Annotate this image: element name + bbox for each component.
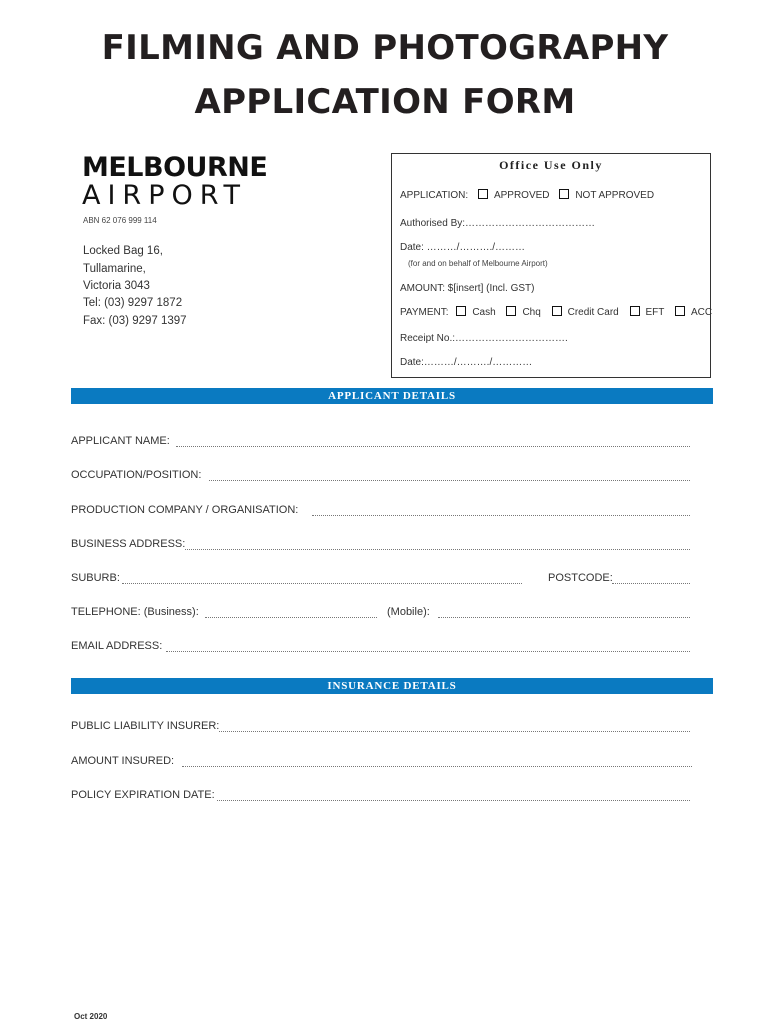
email-label: EMAIL ADDRESS: [71, 640, 163, 652]
form-title-line2: APPLICATION FORM [194, 82, 576, 122]
applicant-details-header: APPLICANT DETAILS [71, 388, 713, 404]
public-liability-label: PUBLIC LIABILITY INSURER: [71, 720, 220, 732]
production-company-label: PRODUCTION COMPANY / ORGANISATION: [71, 504, 299, 516]
applicant-name-field[interactable] [176, 446, 690, 447]
amount-insured-field[interactable] [182, 766, 692, 767]
cash-checkbox[interactable] [456, 306, 466, 316]
address-fax: Fax: (03) 9297 1397 [83, 315, 187, 327]
suburb-field[interactable] [122, 583, 522, 584]
application-row [400, 189, 654, 201]
approved-checkbox[interactable] [478, 189, 488, 199]
office-use-title: Office Use Only [499, 158, 603, 172]
occupation-field[interactable] [209, 480, 690, 481]
amount-insured-label: AMOUNT INSURED: [71, 755, 175, 767]
policy-expiration-label: POLICY EXPIRATION DATE: [71, 789, 215, 801]
office-date[interactable]: Date: ………/………./……… [400, 242, 526, 253]
policy-expiration-field[interactable] [217, 800, 690, 801]
logo-melbourne: MELBOURNE [82, 152, 268, 183]
chq-checkbox[interactable] [506, 306, 516, 316]
abn-number: ABN 62 076 999 114 [83, 216, 157, 225]
business-address-field[interactable] [185, 549, 690, 550]
payment-row [400, 306, 712, 318]
telephone-business-label: TELEPHONE: (Business): [71, 606, 199, 618]
on-behalf-note: (for and on behalf of Melbourne Airport) [408, 259, 548, 268]
office-date2[interactable]: Date:………/………./………… [400, 357, 533, 368]
postcode-field[interactable] [612, 583, 690, 584]
payment-label: PAYMENT: [400, 307, 449, 318]
payment-option-acc: ACC [691, 307, 713, 318]
logo-airport: AIRPORT [82, 180, 248, 211]
public-liability-field[interactable] [219, 731, 690, 732]
business-address-label: BUSINESS ADDRESS: [71, 538, 186, 550]
payment-option-eft: EFT [645, 307, 665, 318]
mobile-label: (Mobile): [387, 606, 430, 618]
credit-card-checkbox[interactable] [552, 306, 562, 316]
postcode-label: POSTCODE: [548, 572, 613, 584]
amount-field[interactable]: AMOUNT: $[insert] (Incl. GST) [400, 283, 535, 294]
payment-option-credit-card: Credit Card [567, 307, 619, 318]
payment-option-chq: Chq [522, 307, 541, 318]
address-line2: Tullamarine, [83, 263, 146, 275]
payment-option-cash: Cash [472, 307, 496, 318]
footer-date: Oct 2020 [74, 1012, 108, 1021]
address-tel: Tel: (03) 9297 1872 [83, 297, 183, 309]
approved-label: APPROVED [493, 190, 550, 201]
production-company-field[interactable] [312, 515, 690, 516]
address-line3: Victoria 3043 [83, 280, 150, 292]
authorised-by[interactable]: Authorised By:………………………………… [400, 218, 596, 229]
not-approved-label: NOT APPROVED [575, 190, 655, 201]
occupation-label: OCCUPATION/POSITION: [71, 469, 202, 481]
eft-checkbox[interactable] [630, 306, 640, 316]
receipt-number[interactable]: Receipt No.:……………………………. [400, 333, 568, 344]
form-title-line1: FILMING AND PHOTOGRAPHY [101, 28, 669, 68]
mobile-field[interactable] [438, 617, 690, 618]
acc-checkbox[interactable] [675, 306, 685, 316]
address-line1: Locked Bag 16, [83, 245, 163, 257]
insurance-details-header: INSURANCE DETAILS [71, 678, 713, 694]
applicant-name-label: APPLICANT NAME: [71, 435, 170, 447]
application-label: APPLICATION: [400, 190, 469, 201]
telephone-business-field[interactable] [205, 617, 377, 618]
email-field[interactable] [166, 651, 690, 652]
not-approved-checkbox[interactable] [559, 189, 569, 199]
suburb-label: SUBURB: [71, 572, 120, 584]
